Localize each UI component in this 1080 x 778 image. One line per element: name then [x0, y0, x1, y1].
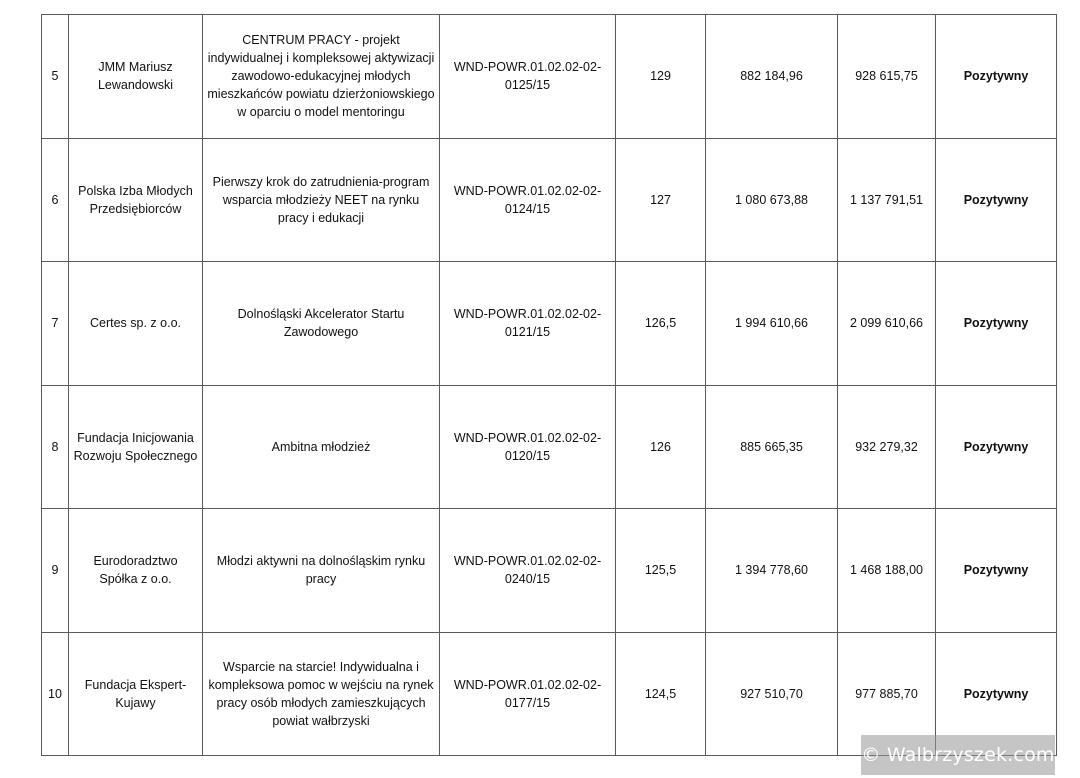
application-number-cell: WND-POWR.01.02.02-02-0125/15: [440, 15, 616, 139]
result-cell: Pozytywny: [936, 509, 1057, 633]
table-row: [42, 509, 1057, 633]
points-cell: 129: [616, 15, 706, 139]
result-cell: Pozytywny: [936, 138, 1057, 262]
applicant-cell: JMM Mariusz Lewandowski: [69, 15, 203, 139]
project-title-cell: CENTRUM PRACY - projekt indywidualnej i kompleksowej aktywizacji zawodowo-edukacyjnej młodych mieszkańców powiatu dzierżoniowskiego w oparciu o model mentoringu: [203, 15, 440, 139]
amount-cell: 1 080 673,88: [706, 138, 838, 262]
total-amount-cell: 928 615,75: [838, 15, 936, 139]
project-title-cell: Wsparcie na starcie! Indywidualna i kompleksowa pomoc w wejściu na rynek pracy osób młodych zamieszkujących powiat wałbrzyski: [203, 632, 440, 756]
row-number-cell: 8: [42, 385, 69, 509]
amount-cell: 885 665,35: [706, 385, 838, 509]
table-row: [42, 138, 1057, 262]
projects-table: [41, 14, 1057, 756]
result-cell: Pozytywny: [936, 15, 1057, 139]
points-cell: 124,5: [616, 632, 706, 756]
table-row: [42, 15, 1057, 139]
table-body: [42, 15, 1057, 756]
amount-cell: 1 394 778,60: [706, 509, 838, 633]
project-title-cell: Dolnośląski Akcelerator Startu Zawodowego: [203, 262, 440, 386]
table-row: [42, 262, 1057, 386]
row-number-cell: 6: [42, 138, 69, 262]
project-title-cell: Ambitna młodzież: [203, 385, 440, 509]
total-amount-cell: 932 279,32: [838, 385, 936, 509]
application-number-cell: WND-POWR.01.02.02-02-0124/15: [440, 138, 616, 262]
total-amount-cell: 977 885,70: [838, 632, 936, 756]
row-number-cell: 5: [42, 15, 69, 139]
result-cell: Pozytywny: [936, 385, 1057, 509]
total-amount-cell: 1 137 791,51: [838, 138, 936, 262]
points-cell: 126: [616, 385, 706, 509]
amount-cell: 882 184,96: [706, 15, 838, 139]
total-amount-cell: 1 468 188,00: [838, 509, 936, 633]
application-number-cell: WND-POWR.01.02.02-02-0120/15: [440, 385, 616, 509]
applicant-cell: Polska Izba Młodych Przedsiębiorców: [69, 138, 203, 262]
row-number-cell: 7: [42, 262, 69, 386]
project-title-cell: Młodzi aktywni na dolnośląskim rynku pracy: [203, 509, 440, 633]
amount-cell: 1 994 610,66: [706, 262, 838, 386]
amount-cell: 927 510,70: [706, 632, 838, 756]
row-number-cell: 9: [42, 509, 69, 633]
applicant-cell: Fundacja Ekspert-Kujawy: [69, 632, 203, 756]
applicant-cell: Fundacja Inicjowania Rozwoju Społecznego: [69, 385, 203, 509]
points-cell: 126,5: [616, 262, 706, 386]
watermark: © Walbrzyszek.com: [861, 735, 1055, 775]
application-number-cell: WND-POWR.01.02.02-02-0240/15: [440, 509, 616, 633]
application-number-cell: WND-POWR.01.02.02-02-0121/15: [440, 262, 616, 386]
applicant-cell: Eurodoradztwo Spółka z o.o.: [69, 509, 203, 633]
applicant-cell: Certes sp. z o.o.: [69, 262, 203, 386]
points-cell: 127: [616, 138, 706, 262]
result-cell: Pozytywny: [936, 262, 1057, 386]
table-row: [42, 385, 1057, 509]
total-amount-cell: 2 099 610,66: [838, 262, 936, 386]
application-number-cell: WND-POWR.01.02.02-02-0177/15: [440, 632, 616, 756]
project-title-cell: Pierwszy krok do zatrudnienia-program wsparcia młodzieży NEET na rynku pracy i edukacji: [203, 138, 440, 262]
result-cell: Pozytywny: [936, 632, 1057, 756]
row-number-cell: 10: [42, 632, 69, 756]
points-cell: 125,5: [616, 509, 706, 633]
